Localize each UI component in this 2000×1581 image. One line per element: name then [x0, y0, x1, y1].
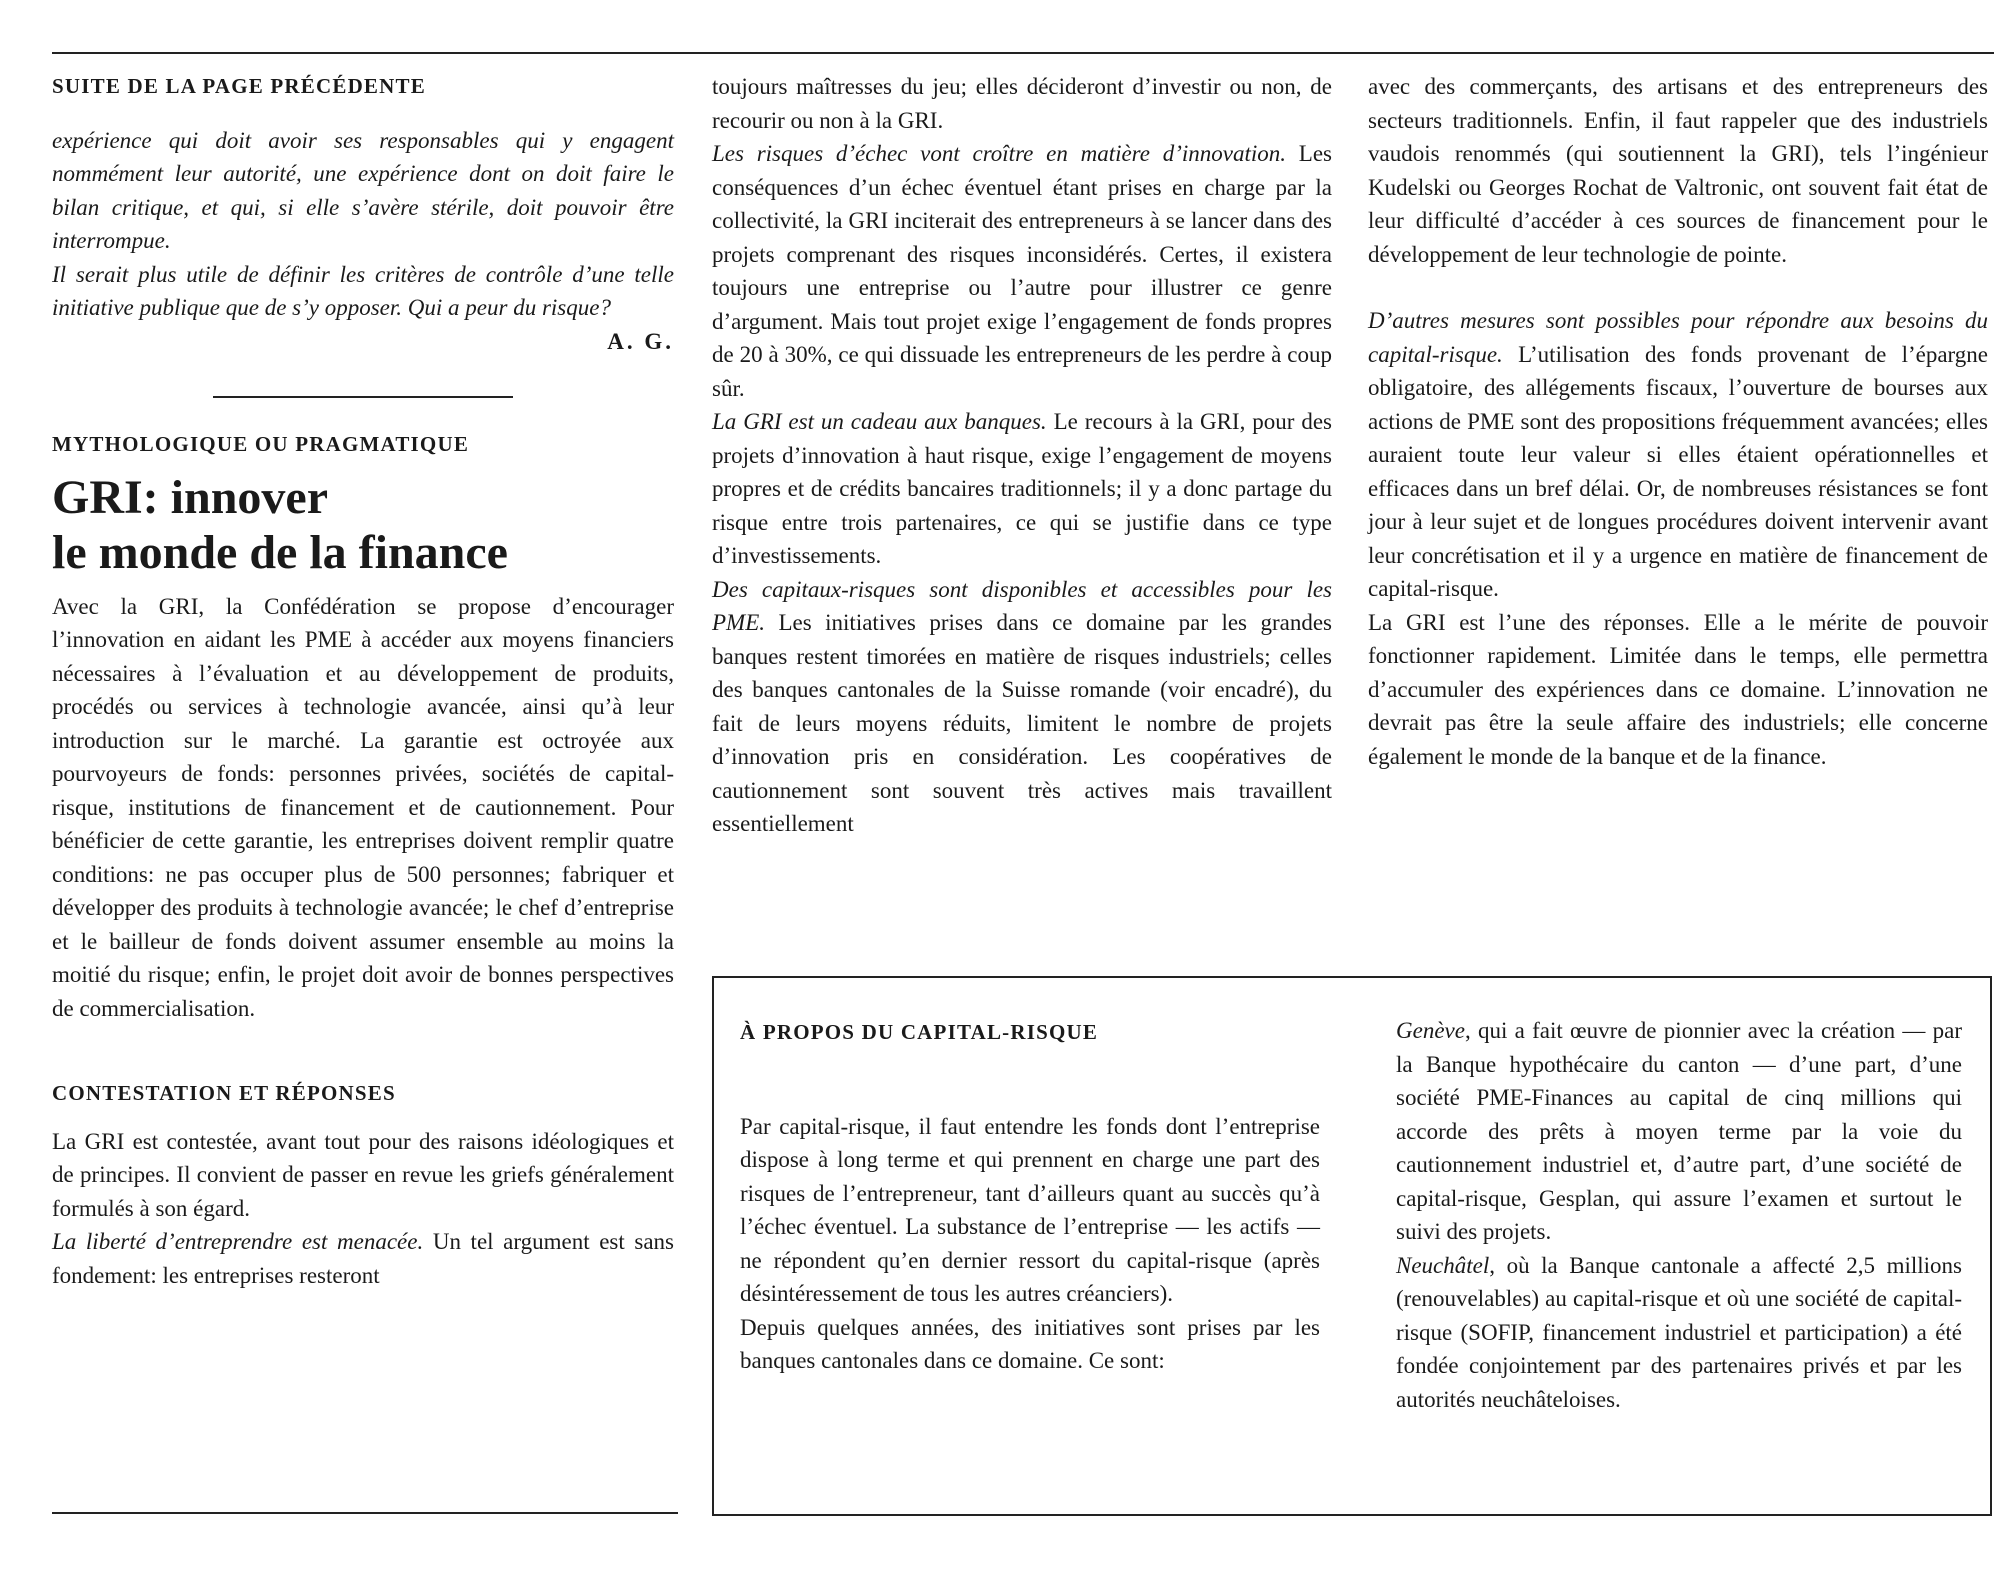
box-right-paragraph-geneve	[1396, 1014, 1962, 1249]
col2-paragraph-2	[712, 137, 1332, 405]
author-signature: A. G.	[607, 328, 674, 354]
article-title	[52, 470, 674, 580]
column-3	[1368, 70, 1988, 773]
box-right-column	[1396, 1014, 1962, 1416]
col3-p2-text: L’utilisation des fonds provenant de l’épargne obligatoire, des allégements fiscaux, l’ouverture de bourses aux actions de PME sont des propositions fréquemment avancées; elles auraient toute leur valeur si elles étaient opérationnelles et efficaces dans un bref délai. Or, de nombreuses résistances se font jour à leur sujet et de longues procédures doivent intervenir avant leur concrétisation et il y a urgence en matière de financement de capital-risque.	[1368, 341, 1988, 601]
col3-paragraph-1: avec des commerçants, des artisans et des entrepreneurs des secteurs traditionnels. Enfin, il faut rappeler que des industriels vaudois renommés (qui soutiennent la GRI), tels l’ingénieur Kudelski ou Georges Rochat de Valtronic, ont souvent fait état de leur difficulté d’accéder à ces sources de financement pour le développement de leur technologie de pointe.	[1368, 74, 1988, 267]
box-left-column	[740, 1016, 1320, 1378]
col2-paragraph-1: toujours maîtresses du jeu; elles décideront d’investir ou non, de recourir ou non à la GRI.	[712, 74, 1332, 133]
col2-p2-text: Les conséquences d’un échec éventuel étant prises en charge par la collectivité, la GRI inciterait des entrepreneurs à se lancer dans des projets comprenant des risques inconsidérés. Certes, il existera toujours une entreprise ou l’autre pour illustrer ce genre d’argument. Mais tout projet exige l’engagement de fonds propres de 20 à 30%, ce qui dissuade les entrepreneurs de les perdre à coup sûr.	[712, 141, 1332, 401]
box-right-paragraph-neuchatel	[1396, 1249, 1962, 1417]
continued-label: SUITE DE LA PAGE PRÉCÉDENTE	[52, 74, 426, 98]
box-left-paragraph-2: Depuis quelques années, des initiatives sont prises par les banques cantonales dans ce domaine. Ce sont:	[740, 1314, 1320, 1373]
article-title-line-2: le monde de la finance	[52, 525, 508, 579]
section-separator	[213, 396, 513, 398]
top-rule	[52, 52, 1994, 54]
section-contestation-body: La GRI est contestée, avant tout pour des raisons idéologiques et de principes. Il convient de passer en revue les griefs généralement formulés à son égard.	[52, 1128, 674, 1221]
col2-paragraph-4	[712, 573, 1332, 841]
intro-paragraph-1: expérience qui doit avoir ses responsables qui y engagent nommément leur autorité, une expérience dont on doit faire le bilan critique, et qui, si elle s’avère stérile, doit pouvoir être interrompue.	[52, 127, 674, 253]
col2-p4-lead: Des capitaux-risques sont disponibles et accessibles pour les PME.	[712, 576, 1332, 635]
col3-paragraph-2	[1368, 304, 1988, 606]
box-left-paragraph-1: Par capital-risque, il faut entendre les fonds dont l’entreprise dispose à long terme et qui prennent en charge une part des risques de l’entrepreneur, tant d’ailleurs quant au succès qu’à l’échec éventuel. La substance de l’entreprise — les actifs — ne répondent qu’en dernier ressort du capital-risque (après désintéressement de tous les autres créanciers).	[740, 1113, 1320, 1306]
col3-paragraph-3: La GRI est l’une des réponses. Elle a le mérite de pouvoir fonctionner rapidement. Limitée dans le temps, elle permettra d’accumuler des expériences dans ce domaine. L’innovation ne devrait pas être la seule affaire des industriels; elle concerne également le monde de la banque et de la finance.	[1368, 609, 1988, 769]
column-1	[52, 70, 674, 1292]
argument-1-lead: La liberté d’entreprendre est menacée.	[52, 1229, 424, 1254]
col2-p3-text: Le recours à la GRI, pour des projets d’innovation à haut risque, exige l’engagement de moyens propres et de crédits bancaires traditionnels; il y a donc partage du risque entre trois partenaires, ce qui se justifie dans ce type d’investissements.	[712, 409, 1332, 568]
article-title-line-1: GRI: innover	[52, 470, 328, 524]
box-heading: À PROPOS DU CAPITAL-RISQUE	[740, 1020, 1099, 1044]
article-body-intro: Avec la GRI, la Confédération se propose d’encourager l’innovation en aidant les PME à accéder aux moyens financiers nécessaires à l’évaluation et au développement de produits, procédés ou services à technologie avancée, ainsi qu’à leur introduction sur le marché. La garantie est octroyée aux pourvoyeurs de fonds: personnes privées, sociétés de capital-risque, institutions de financement et de cautionnement. Pour bénéficier de cette garantie, les entreprises doivent remplir quatre conditions: ne pas occuper plus de 500 personnes; fabriquer et développer des produits à technologie avancée; le chef d’entreprise et le bailleur de fonds doivent assumer ensemble au moins la moitié du risque; enfin, le projet doit avoir de bonnes perspectives de commercialisation.	[52, 593, 674, 1021]
column-2	[712, 70, 1332, 841]
col3-p2-lead: D’autres mesures sont possibles pour répondre aux besoins du capital-risque.	[1368, 308, 1988, 367]
box-geneve-lead: Genève	[1396, 1018, 1465, 1043]
col1-bottom-rule	[52, 1512, 678, 1514]
argument-1-text: Un tel argument est sans fondement: les entreprises resteront	[52, 1229, 674, 1288]
box-neuchatel-lead: Neuchâtel	[1396, 1252, 1490, 1278]
article-kicker: MYTHOLOGIQUE OU PRAGMATIQUE	[52, 432, 470, 456]
col2-paragraph-3	[712, 405, 1332, 573]
capital-risk-sidebar-box	[712, 976, 1992, 1516]
section-heading-contestation: CONTESTATION ET RÉPONSES	[52, 1081, 396, 1105]
col2-p4-text: Les initiatives prises dans ce domaine par les grandes banques restent timorées en matière de risques industriels; celles des banques cantonales de la Suisse romande (voir encadré), du fait de leurs moyens réduits, limitent le nombre de projets d’innovation pris en considération. Les coopératives de cautionnement sont souvent très actives mais travaillent essentiellement	[712, 610, 1332, 836]
col2-p3-lead: La GRI est un cadeau aux banques.	[712, 409, 1047, 434]
box-geneve-text: , qui a fait œuvre de pionnier avec la création — par la Banque hypothécaire du canton — d’une part, d’une société PME-Finances au capital de cinq millions qui accorde des prêts à moyen terme par la voie du cautionnement industriel et, d’autre part, d’une société de capital-risque, Gesplan, qui assure l’examen et surtout le suivi des projets.	[1396, 1018, 1962, 1244]
box-neuchatel-text: , où la Banque cantonale a affecté 2,5 millions (renouvelables) au capital-risque et où une société de capital-risque (SOFIP, financement industriel et participation) a été fondée conjointement par des partenaires privés et par les autorités neuchâteloises.	[1396, 1252, 1962, 1412]
col2-p2-lead: Les risques d’échec vont croître en matière d’innovation.	[712, 141, 1287, 166]
intro-paragraph-2: Il serait plus utile de définir les critères de contrôle d’une telle initiative publique que de s’y opposer. Qui a peur du risque?	[52, 261, 674, 320]
section-contestation-argument-1	[52, 1225, 674, 1292]
